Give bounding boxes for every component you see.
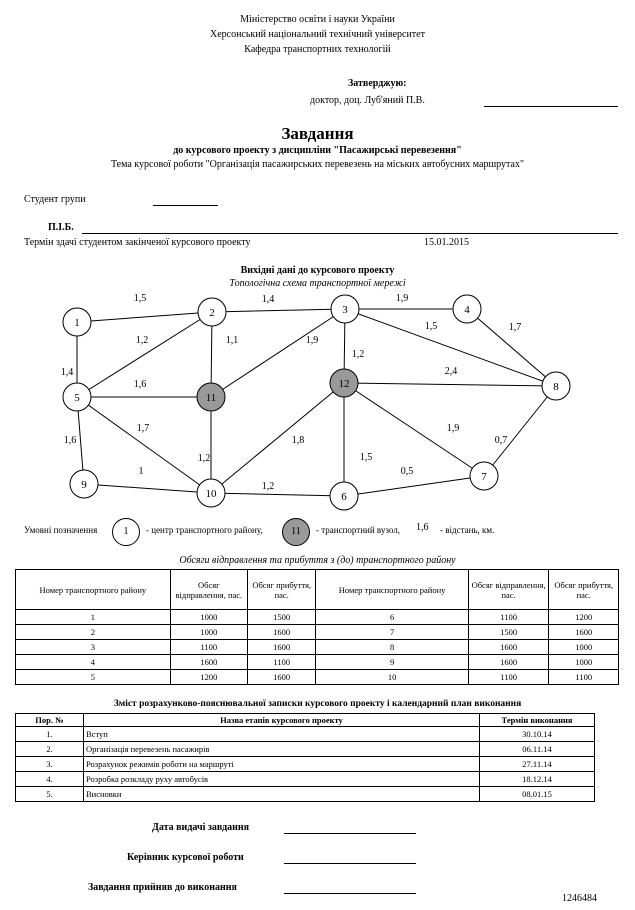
deadline-label: Термін здачі студентом закінченої курсового проекту — [24, 237, 251, 248]
network-edge-6-7 — [344, 476, 484, 496]
table-cell: 1200 — [549, 610, 619, 625]
table-cell: 3 — [16, 640, 171, 655]
table-cell: 2. — [16, 742, 84, 757]
accepted-signature-field[interactable] — [284, 893, 416, 894]
transport-network-graph — [0, 285, 635, 515]
graph-heading: Вихідні дані до курсового проекту — [240, 265, 395, 276]
table-cell: 1200 — [170, 670, 247, 685]
table-header-row — [16, 714, 595, 727]
node-label: 3 — [342, 304, 348, 316]
table-cell: 1100 — [170, 640, 247, 655]
network-edge-9-10 — [84, 484, 211, 493]
plan-caption: Зміст розрахунково-пояснювальної записки курсового проекту і календарний план виконання — [113, 699, 522, 709]
column-header: Номер транспортного району — [16, 570, 171, 610]
table-cell: 1100 — [248, 655, 316, 670]
table-cell: 1000 — [170, 610, 247, 625]
page-title: Завдання — [281, 124, 354, 143]
table-cell: 27.11.14 — [480, 757, 595, 772]
edge-distance-label: 0,5 — [400, 466, 414, 477]
table-cell: 4. — [16, 772, 84, 787]
course-subtitle: до курсового проекту з дисципліни "Пасажирські перевезення" — [173, 145, 462, 156]
accepted-label: Завдання прийняв до виконання — [88, 882, 237, 893]
ministry-name: Міністерство освіти і науки України — [240, 14, 395, 25]
edge-distance-label: 1,2 — [197, 453, 211, 464]
edge-distance-label: 1,9 — [305, 335, 319, 346]
student-group-label: Студент групи — [24, 194, 86, 205]
network-edge-12-10 — [211, 383, 344, 493]
node-label: 10 — [205, 488, 217, 500]
table-row — [16, 670, 619, 685]
legend-weight-sample: 1,6 — [416, 522, 429, 533]
table-cell: 1600 — [248, 625, 316, 640]
table-cell: Розрахунок режимів роботи на маршруті — [84, 757, 480, 772]
table-cell: Розробка розкладу руху автобусів — [84, 772, 480, 787]
legend-node-text: - центр транспортного району, — [146, 525, 263, 535]
node-label: 11 — [205, 392, 217, 404]
column-header: Пор. № — [16, 714, 84, 727]
legend-label: Умовні позначення — [24, 525, 98, 535]
table-cell: 1500 — [248, 610, 316, 625]
edge-distance-label: 1,7 — [136, 423, 150, 434]
edge-distance-label: 1,7 — [508, 322, 522, 333]
column-header: Номер транспортного району — [316, 570, 468, 610]
approval-label: Затверджую: — [348, 78, 407, 89]
legend-weight-text: - відстань, км. — [440, 525, 495, 535]
network-edge-12-8 — [344, 383, 556, 386]
table-cell: Висновки — [84, 787, 480, 802]
deadline-value: 15.01.2015 — [424, 237, 469, 248]
edge-distance-label: 1,2 — [261, 481, 275, 492]
node-label: 4 — [464, 304, 470, 316]
table-cell: 1000 — [170, 625, 247, 640]
department-name: Кафедра транспортних технологій — [244, 44, 391, 55]
table-row — [16, 742, 595, 757]
table-cell: 1600 — [549, 625, 619, 640]
edge-distance-label: 0,7 — [494, 435, 508, 446]
node-label: 1 — [74, 317, 80, 329]
column-header: Термін виконання — [480, 714, 595, 727]
table-cell: Організація перевезень пасажирів — [84, 742, 480, 757]
table-cell: 1 — [16, 610, 171, 625]
table-cell: 1100 — [468, 610, 549, 625]
edge-distance-label: 1,2 — [351, 349, 365, 360]
column-header: Обсяг прибуття, пас. — [549, 570, 619, 610]
network-edge-4-8 — [467, 309, 556, 386]
table-cell: 7 — [316, 625, 468, 640]
column-header: Назва етапів курсового проекту — [84, 714, 480, 727]
table-header-row — [16, 570, 619, 610]
edge-distance-label: 1,5 — [424, 321, 438, 332]
column-header: Обсяг відправлення, пас. — [170, 570, 247, 610]
table-row — [16, 655, 619, 670]
table-cell: 8 — [316, 640, 468, 655]
edge-distance-label: 1,5 — [359, 452, 373, 463]
edge-distance-label: 1,4 — [60, 367, 74, 378]
table-cell: 08.01.15 — [480, 787, 595, 802]
approval-signature-line — [484, 106, 618, 107]
table-cell: 30.10.14 — [480, 727, 595, 742]
approval-person: доктор, доц. Луб'яний П.В. — [310, 95, 425, 106]
table-cell: 06.11.14 — [480, 742, 595, 757]
issue-date-label: Дата видачі завдання — [152, 822, 250, 833]
table-row — [16, 772, 595, 787]
university-name: Херсонський національний технічний університет — [209, 29, 425, 40]
table-cell: Вступ — [84, 727, 480, 742]
edge-distance-label: 1,5 — [133, 293, 147, 304]
student-group-field[interactable] — [153, 205, 218, 206]
table-row — [16, 757, 595, 772]
table-row — [16, 640, 619, 655]
table-row — [16, 727, 595, 742]
graph-subheading: Топологічна схема транспортної мережі — [229, 278, 406, 289]
edge-distance-label: 1,1 — [225, 335, 239, 346]
graph-legend — [24, 517, 624, 545]
table-cell: 10 — [316, 670, 468, 685]
node-label: 9 — [81, 479, 87, 491]
node-label: 12 — [338, 378, 350, 390]
table-cell: 1000 — [549, 640, 619, 655]
edge-distance-label: 1,9 — [446, 423, 460, 434]
document-header — [0, 12, 635, 57]
node-label: 8 — [553, 381, 559, 393]
table-cell: 1100 — [468, 670, 549, 685]
table-cell: 1500 — [468, 625, 549, 640]
edge-distance-label: 1,4 — [261, 294, 275, 305]
legend-hub-text: - транспортний вузол, — [316, 525, 400, 535]
table-cell: 1600 — [248, 670, 316, 685]
table-cell: 1100 — [549, 670, 619, 685]
student-name-field[interactable] — [82, 233, 618, 234]
edge-distance-label: 1 — [138, 466, 144, 477]
supervisor-label: Керівник курсової роботи — [127, 852, 244, 863]
table-row — [16, 610, 619, 625]
edge-distance-label: 1,6 — [63, 435, 77, 446]
table-cell: 4 — [16, 655, 171, 670]
course-topic: Тема курсової роботи "Організація пасажирських перевезень на міських автобусних маршрутах" — [110, 159, 525, 170]
column-header: Обсяг відправлення, пас. — [468, 570, 549, 610]
edge-distance-label: 1,6 — [133, 379, 147, 390]
table-cell: 5. — [16, 787, 84, 802]
table-cell: 1000 — [549, 655, 619, 670]
table-cell: 1600 — [468, 640, 549, 655]
legend-node-sample: 1 — [112, 518, 140, 546]
table-cell: 2 — [16, 625, 171, 640]
edge-distance-label: 1,2 — [135, 335, 149, 346]
edge-distance-label: 1,8 — [291, 435, 305, 446]
table-row — [16, 787, 595, 802]
plan-table — [15, 713, 595, 802]
table-cell: 5 — [16, 670, 171, 685]
edge-distance-label: 2,4 — [444, 366, 458, 377]
document-number: 1246484 — [562, 893, 597, 904]
table-cell: 3. — [16, 757, 84, 772]
network-edge-8-7 — [484, 386, 556, 476]
node-label: 5 — [74, 392, 80, 404]
table-row — [16, 625, 619, 640]
volumes-table — [15, 569, 619, 685]
table-cell: 1. — [16, 727, 84, 742]
table-cell: 9 — [316, 655, 468, 670]
supervisor-signature-field[interactable] — [284, 863, 416, 864]
network-edge-1-2 — [77, 312, 212, 322]
volumes-caption: Обсяги відправлення та прибуття з (до) транспортного району — [179, 555, 456, 566]
node-label: 2 — [209, 307, 215, 319]
network-edge-10-6 — [211, 493, 344, 496]
table-cell: 1600 — [468, 655, 549, 670]
network-edge-2-3 — [212, 309, 345, 312]
node-label: 7 — [481, 471, 487, 483]
student-name-label: П.І.Б. — [48, 222, 74, 233]
table-cell: 6 — [316, 610, 468, 625]
network-edge-3-11 — [211, 309, 345, 397]
legend-hub-sample: 11 — [282, 518, 310, 546]
table-cell: 1600 — [170, 655, 247, 670]
edge-distance-label: 1,9 — [395, 293, 409, 304]
table-cell: 18.12.14 — [480, 772, 595, 787]
column-header: Обсяг прибуття, пас. — [248, 570, 316, 610]
table-cell: 1600 — [248, 640, 316, 655]
node-label: 6 — [341, 491, 347, 503]
issue-date-field[interactable] — [284, 833, 416, 834]
